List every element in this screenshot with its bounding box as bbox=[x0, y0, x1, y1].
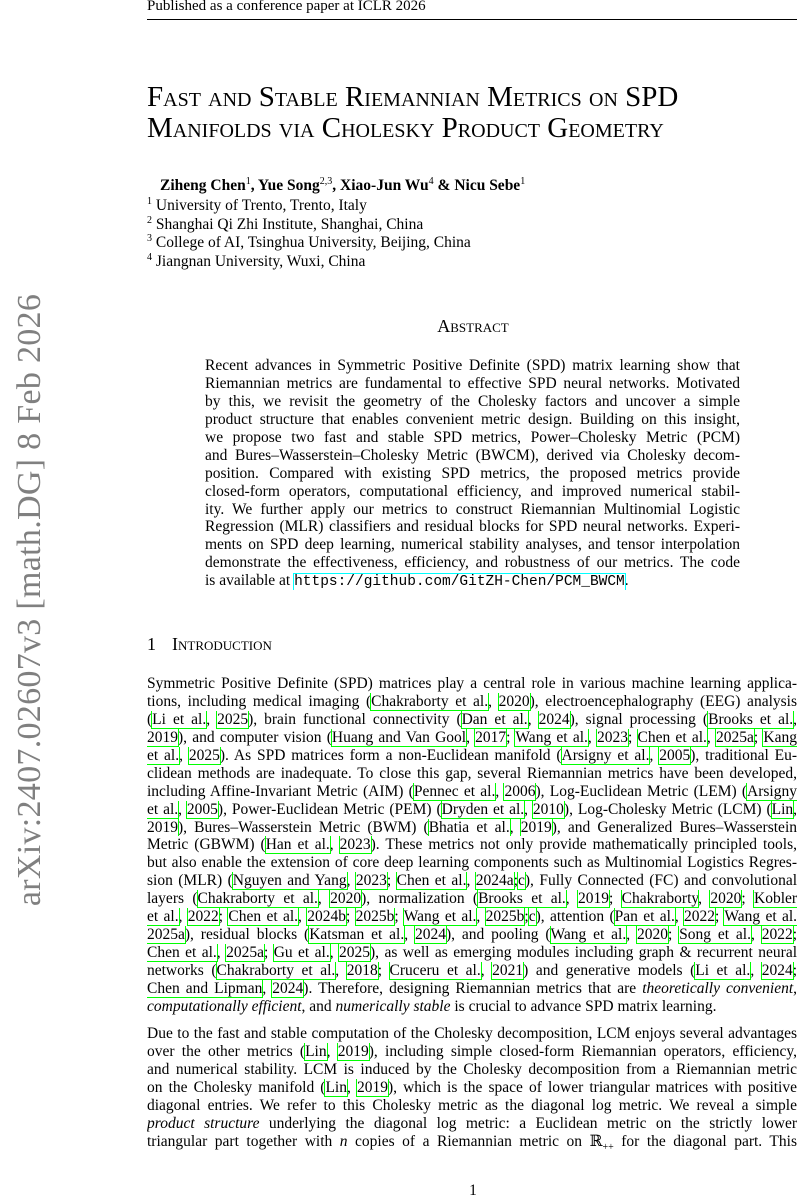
text-line: 2019), and computer vision (Huang and Van Gool, 2017; Wang et al., 2023; Chen et al., 2025a; Kang bbox=[147, 728, 797, 746]
text-line: including Affine-Invariant Metric (AIM) (Pennec et al., 2006), Log-Euclidean Metric (LEM) (Arsigny bbox=[147, 782, 797, 800]
text-line: Regression (MLR) classifiers and residual blocks for SPD neural networks. Experi- bbox=[205, 518, 740, 536]
text-line: demonstrate the effectiveness, efficiency, and robustness of our metrics. The code bbox=[205, 554, 740, 572]
citation-link[interactable]: Lin bbox=[771, 800, 794, 818]
citation-link[interactable]: 2023 bbox=[339, 836, 371, 854]
text-line: Due to the fast and stable computation of the Cholesky decomposition, LCM enjoys several advantages bbox=[147, 1025, 797, 1042]
citation-link[interactable]: 2024 bbox=[414, 926, 446, 944]
affiliation-marker: 3 bbox=[147, 233, 152, 245]
citation-link[interactable]: Chen et al. bbox=[396, 872, 467, 890]
text-line: Metric (GBWM) (Han et al., 2023). These metrics not only provide mathematically principled tools, bbox=[147, 836, 797, 854]
citation-link[interactable]: 2025a bbox=[226, 944, 264, 962]
text-line: clidean methods are inadequate. To close this gap, several Riemannian metrics have been developed, bbox=[147, 764, 797, 782]
citation-link[interactable]: Chen et al. bbox=[637, 728, 707, 746]
affiliation-marker: 1 bbox=[147, 196, 152, 207]
abstract-heading: Abstract bbox=[437, 316, 509, 336]
citation-link[interactable]: 2024 bbox=[272, 979, 304, 997]
emphasis: numerically stable bbox=[335, 997, 451, 1015]
citation-link[interactable]: Huang and Van Gool bbox=[331, 728, 467, 746]
text-line: but also enable the extension of core deep learning components such as Multinomial Logistics Regres- bbox=[147, 854, 797, 872]
page-number: 1 bbox=[469, 1182, 477, 1199]
text-line: Chen et al., 2025a; Gu et al., 2025), as well as emerging modules including graph & recurrent neural bbox=[147, 944, 797, 962]
citation-link[interactable]: 2005 bbox=[186, 800, 218, 818]
citation-link[interactable]: Han et al. bbox=[265, 836, 330, 854]
code-url-link[interactable]: https://github.com/GitZH-Chen/PCM_BWCM bbox=[294, 574, 625, 591]
citation-link[interactable]: 2022 bbox=[684, 908, 716, 926]
section-title: Introduction bbox=[172, 634, 272, 654]
citation-link[interactable]: 2020 bbox=[498, 692, 530, 710]
emphasis: n bbox=[339, 1132, 348, 1150]
citation-link[interactable]: 2019 bbox=[578, 890, 610, 908]
paragraph bbox=[147, 1025, 797, 1151]
citation-link[interactable]: 2023 bbox=[596, 728, 628, 746]
citation-link[interactable]: Chen and Lipman bbox=[147, 979, 263, 997]
text-line: Symmetric Positive Definite (SPD) matrices play a central role in various machine learning applica- bbox=[147, 675, 797, 692]
text-line: on the Cholesky manifold (Lin, 2019), which is the space of lower triangular matrices with positive bbox=[147, 1078, 797, 1096]
text-line: position. Compared with existing SPD metrics, the proposed metrics provide bbox=[205, 464, 740, 482]
affiliation bbox=[147, 196, 367, 215]
affiliation-text: College of AI, Tsinghua University, Beijing, China bbox=[152, 234, 471, 252]
affiliation-marker: 1 bbox=[245, 176, 251, 187]
citation-link[interactable]: c bbox=[518, 872, 525, 890]
section-heading bbox=[147, 634, 272, 655]
citation-link[interactable]: Chakraborty bbox=[621, 890, 699, 908]
affiliation bbox=[147, 233, 471, 252]
citation-link[interactable]: Wang et al. bbox=[403, 908, 477, 926]
citation-link[interactable]: Gu et al. bbox=[273, 944, 330, 962]
citation-link[interactable]: 2006 bbox=[504, 782, 536, 800]
citation-link[interactable]: Lin bbox=[305, 1042, 327, 1060]
citation-link[interactable]: 2017 bbox=[475, 728, 507, 746]
author-name: Nicu Sebe bbox=[454, 177, 521, 195]
citation-link[interactable]: Lin bbox=[325, 1078, 347, 1096]
affiliation-marker: 1 bbox=[520, 176, 526, 187]
text-line: product structure underlying the diagonal log metric: a Euclidean metric on the strictly lower bbox=[147, 1114, 797, 1132]
author-separator: , bbox=[332, 177, 341, 195]
citation-link[interactable]: Song et al. bbox=[679, 926, 751, 944]
emphasis: computationally efficient bbox=[147, 997, 302, 1015]
citation-link[interactable]: 2021 bbox=[492, 962, 524, 979]
citation-link[interactable]: Chakraborty et al. bbox=[216, 962, 336, 979]
citation-link[interactable]: 2019 bbox=[337, 1042, 369, 1060]
text-line: and Bures–Wasserstein–Cholesky Metric (BWCM), derived via Cholesky decom- bbox=[205, 446, 740, 464]
citation-link[interactable]: Cruceru et al. bbox=[389, 962, 481, 979]
citation-link[interactable]: 2005 bbox=[659, 746, 691, 764]
paper-title bbox=[147, 82, 799, 144]
author-separator: & bbox=[433, 177, 455, 195]
citation-link[interactable]: 2019 bbox=[147, 818, 178, 836]
author-name: Ziheng Chen bbox=[160, 177, 246, 195]
text-line: closed-form operators, computational efficiency, and improved numerical stabil- bbox=[205, 482, 740, 500]
citation-link[interactable]: Nguyen and Yang bbox=[232, 872, 347, 890]
author-separator: , bbox=[250, 177, 258, 195]
citation-link[interactable]: 2025a bbox=[147, 926, 185, 944]
citation-link[interactable]: 2024 bbox=[761, 962, 793, 979]
citation-link[interactable]: 2019 bbox=[356, 1078, 388, 1096]
emphasis: product structure bbox=[147, 1114, 260, 1132]
citation-link[interactable]: 2022 bbox=[761, 926, 793, 944]
text-line: sion (MLR) (Nguyen and Yang, 2023; Chen et al., 2024a;c), Fully Connected (FC) and convolutional bbox=[147, 872, 797, 890]
abstract-body bbox=[205, 357, 740, 590]
citation-link[interactable]: Kang bbox=[763, 728, 797, 746]
text-line: product structure that enables convenient metric design. Building on this insight, bbox=[205, 410, 740, 428]
citation-link[interactable]: Li et al. bbox=[695, 962, 751, 979]
citation-link[interactable]: Pan et al. bbox=[614, 908, 675, 926]
section-number: 1 bbox=[147, 634, 156, 654]
affiliation-marker: 2 bbox=[147, 214, 152, 226]
citation-link[interactable]: 2024 bbox=[538, 710, 570, 728]
title-line: Fast and Stable Riemannian Metrics on SPD bbox=[147, 81, 679, 113]
header-rule bbox=[147, 19, 797, 20]
running-header: Published as a conference paper at ICLR 2026 bbox=[147, 0, 426, 14]
citation-link[interactable]: c bbox=[528, 908, 536, 926]
text-line: 2019), Bures–Wasserstein Metric (BWM) (Bhatia et al., 2019), and Generalized Bures–Wasserstein bbox=[147, 818, 797, 836]
citation-link[interactable]: Dan et al. bbox=[461, 710, 528, 728]
citation-link[interactable]: 2020 bbox=[636, 926, 668, 944]
affiliation-text: Shanghai Qi Zhi Institute, Shanghai, China bbox=[152, 215, 424, 233]
citation-link[interactable]: 2019 bbox=[147, 728, 178, 746]
author-list bbox=[160, 176, 525, 195]
citation-link[interactable]: 2025 bbox=[217, 710, 249, 728]
citation-link[interactable]: 2018 bbox=[346, 962, 378, 979]
citation-link[interactable]: 2023 bbox=[355, 872, 387, 890]
text-line: over the other metrics (Lin, 2019), including simple closed-form Riemannian operators, efficiency, bbox=[147, 1042, 797, 1060]
citation-link[interactable]: 2020 bbox=[710, 890, 742, 908]
citation-link[interactable]: Bhatia et al. bbox=[428, 818, 510, 836]
citation-link[interactable]: Kobler bbox=[754, 890, 797, 908]
text-line: Riemannian metrics are fundamental to effective SPD neural networks. Motivated bbox=[205, 374, 740, 392]
citation-link[interactable]: Chen et al. bbox=[147, 944, 217, 962]
text-line: et al., 2025). As SPD matrices form a non-Euclidean manifold (Arsigny et al., 2005), traditional Eu- bbox=[147, 746, 797, 764]
citation-link[interactable]: 2025 bbox=[339, 944, 371, 962]
text-line: Chen and Lipman, 2024). Therefore, designing Riemannian metrics that are theoretically convenient, bbox=[147, 979, 797, 997]
text-line: Recent advances in Symmetric Positive Definite (SPD) matrix learning show that bbox=[205, 357, 740, 374]
text-line: layers (Chakraborty et al., 2020), normalization (Brooks et al., 2019; Chakraborty, 2020; Kobler bbox=[147, 890, 797, 908]
affiliation-text: University of Trento, Trento, Italy bbox=[152, 197, 367, 215]
text-line: by this, we revisit the geometry of the Cholesky factors and uncover a simple bbox=[205, 392, 740, 410]
citation-link[interactable]: 2022 bbox=[187, 908, 219, 926]
affiliation bbox=[147, 215, 423, 234]
citation-link[interactable]: et al. bbox=[147, 746, 180, 764]
citation-link[interactable]: Brooks et al. bbox=[708, 710, 794, 728]
text-line: diagonal entries. We refer to this Cholesky metric as the diagonal log metric. We reveal a simple bbox=[147, 1096, 797, 1114]
math-subscript: ++ bbox=[602, 1141, 614, 1151]
paragraph bbox=[147, 675, 797, 1016]
citation-link[interactable]: 2024a bbox=[475, 872, 514, 890]
text-line: computationally efficient, and numerically stable is crucial to advance SPD matrix learning. bbox=[147, 997, 717, 1015]
citation-link[interactable]: Chakraborty et al. bbox=[197, 890, 318, 908]
text-line: et al., 2005), Power-Euclidean Metric (PEM) (Dryden et al., 2010), Log-Cholesky Metric (LCM) (Lin, bbox=[147, 800, 797, 818]
citation-link[interactable]: Pennec et al. bbox=[413, 782, 496, 800]
text-line: et al., 2022; Chen et al., 2024b; 2025b; Wang et al., 2025b;c), attention (Pan et al., 2022; Wang et al. bbox=[147, 908, 797, 926]
text-line: and numerical stability. LCM is induced by the Cholesky decomposition from a Riemannian metric bbox=[147, 1060, 797, 1078]
text-line: we propose two fast and stable SPD metrics, Power–Cholesky Metric (PCM) bbox=[205, 428, 740, 446]
citation-link[interactable]: et al. bbox=[147, 800, 179, 818]
citation-link[interactable]: 2025b bbox=[355, 908, 395, 926]
title-line: Manifolds via Cholesky Product Geometry bbox=[147, 112, 664, 144]
arxiv-stamp: arXiv:2407.02607v3 [math.DG] 8 Feb 2026 bbox=[11, 293, 48, 907]
text-line: tions, including medical imaging (Chakraborty et al., 2020), electroencephalography (EEG) analysis bbox=[147, 692, 797, 710]
citation-link[interactable]: Dryden et al. bbox=[441, 800, 525, 818]
citation-link[interactable]: Li et al. bbox=[152, 710, 207, 728]
author-name: Yue Song bbox=[257, 177, 320, 195]
affiliation bbox=[147, 252, 365, 271]
affiliation-marker: 2,3 bbox=[319, 176, 333, 187]
citation-link[interactable]: Arsigny et al. bbox=[561, 746, 650, 764]
citation-link[interactable]: Brooks et al. bbox=[478, 890, 566, 908]
citation-link[interactable]: 2025a bbox=[716, 728, 754, 746]
citation-link[interactable]: 2010 bbox=[532, 800, 564, 818]
citation-link[interactable]: Wang et al. bbox=[515, 728, 588, 746]
citation-link[interactable]: 2025 bbox=[188, 746, 220, 764]
citation-link[interactable]: 2024b bbox=[307, 908, 346, 926]
text-line: ity. We further apply our metrics to construct Riemannian Multinomial Logistic bbox=[205, 500, 740, 518]
emphasis: theoretically convenient bbox=[642, 979, 794, 997]
citation-link[interactable]: 2019 bbox=[520, 818, 552, 836]
affiliation-marker: 4 bbox=[428, 176, 434, 187]
text-line: 2025a), residual blocks (Katsman et al., 2024), and pooling (Wang et al., 2020; Song et al., 2022; bbox=[147, 926, 797, 944]
citation-link[interactable]: et al. bbox=[147, 908, 179, 926]
affiliation-marker: 4 bbox=[147, 252, 152, 264]
citation-link[interactable]: Chakraborty et al. bbox=[371, 692, 489, 710]
author-name: Xiao-Jun Wu bbox=[340, 177, 429, 195]
citation-link[interactable]: Chen et al. bbox=[228, 908, 299, 926]
text-line: is available at https://github.com/GitZH-Chen/PCM_BWCM. bbox=[205, 572, 629, 591]
citation-link[interactable]: 2020 bbox=[330, 890, 362, 908]
citation-link[interactable]: 2025b bbox=[485, 908, 525, 926]
affiliation-text: Jiangnan University, Wuxi, China bbox=[152, 253, 366, 271]
citation-link[interactable]: Wang et al. bbox=[550, 926, 627, 944]
text-line: triangular part together with n copies of a Riemannian metric on ℝ$_{++}$ for the diagonal part. This bbox=[147, 1133, 797, 1151]
citation-link[interactable]: Wang et al. bbox=[724, 908, 797, 926]
citation-link[interactable]: Katsman et al. bbox=[309, 926, 405, 944]
text-line: networks (Chakraborty et al., 2018; Cruceru et al., 2021) and generative models (Li et al., 2024; bbox=[147, 962, 797, 979]
text-line: ments on SPD deep learning, numerical stability analyses, and tensor interpolation bbox=[205, 536, 740, 554]
text-line: (Li et al., 2025), brain functional connectivity (Dan et al., 2024), signal processing (Brooks et al., bbox=[147, 710, 797, 728]
citation-link[interactable]: Arsigny bbox=[747, 782, 797, 800]
